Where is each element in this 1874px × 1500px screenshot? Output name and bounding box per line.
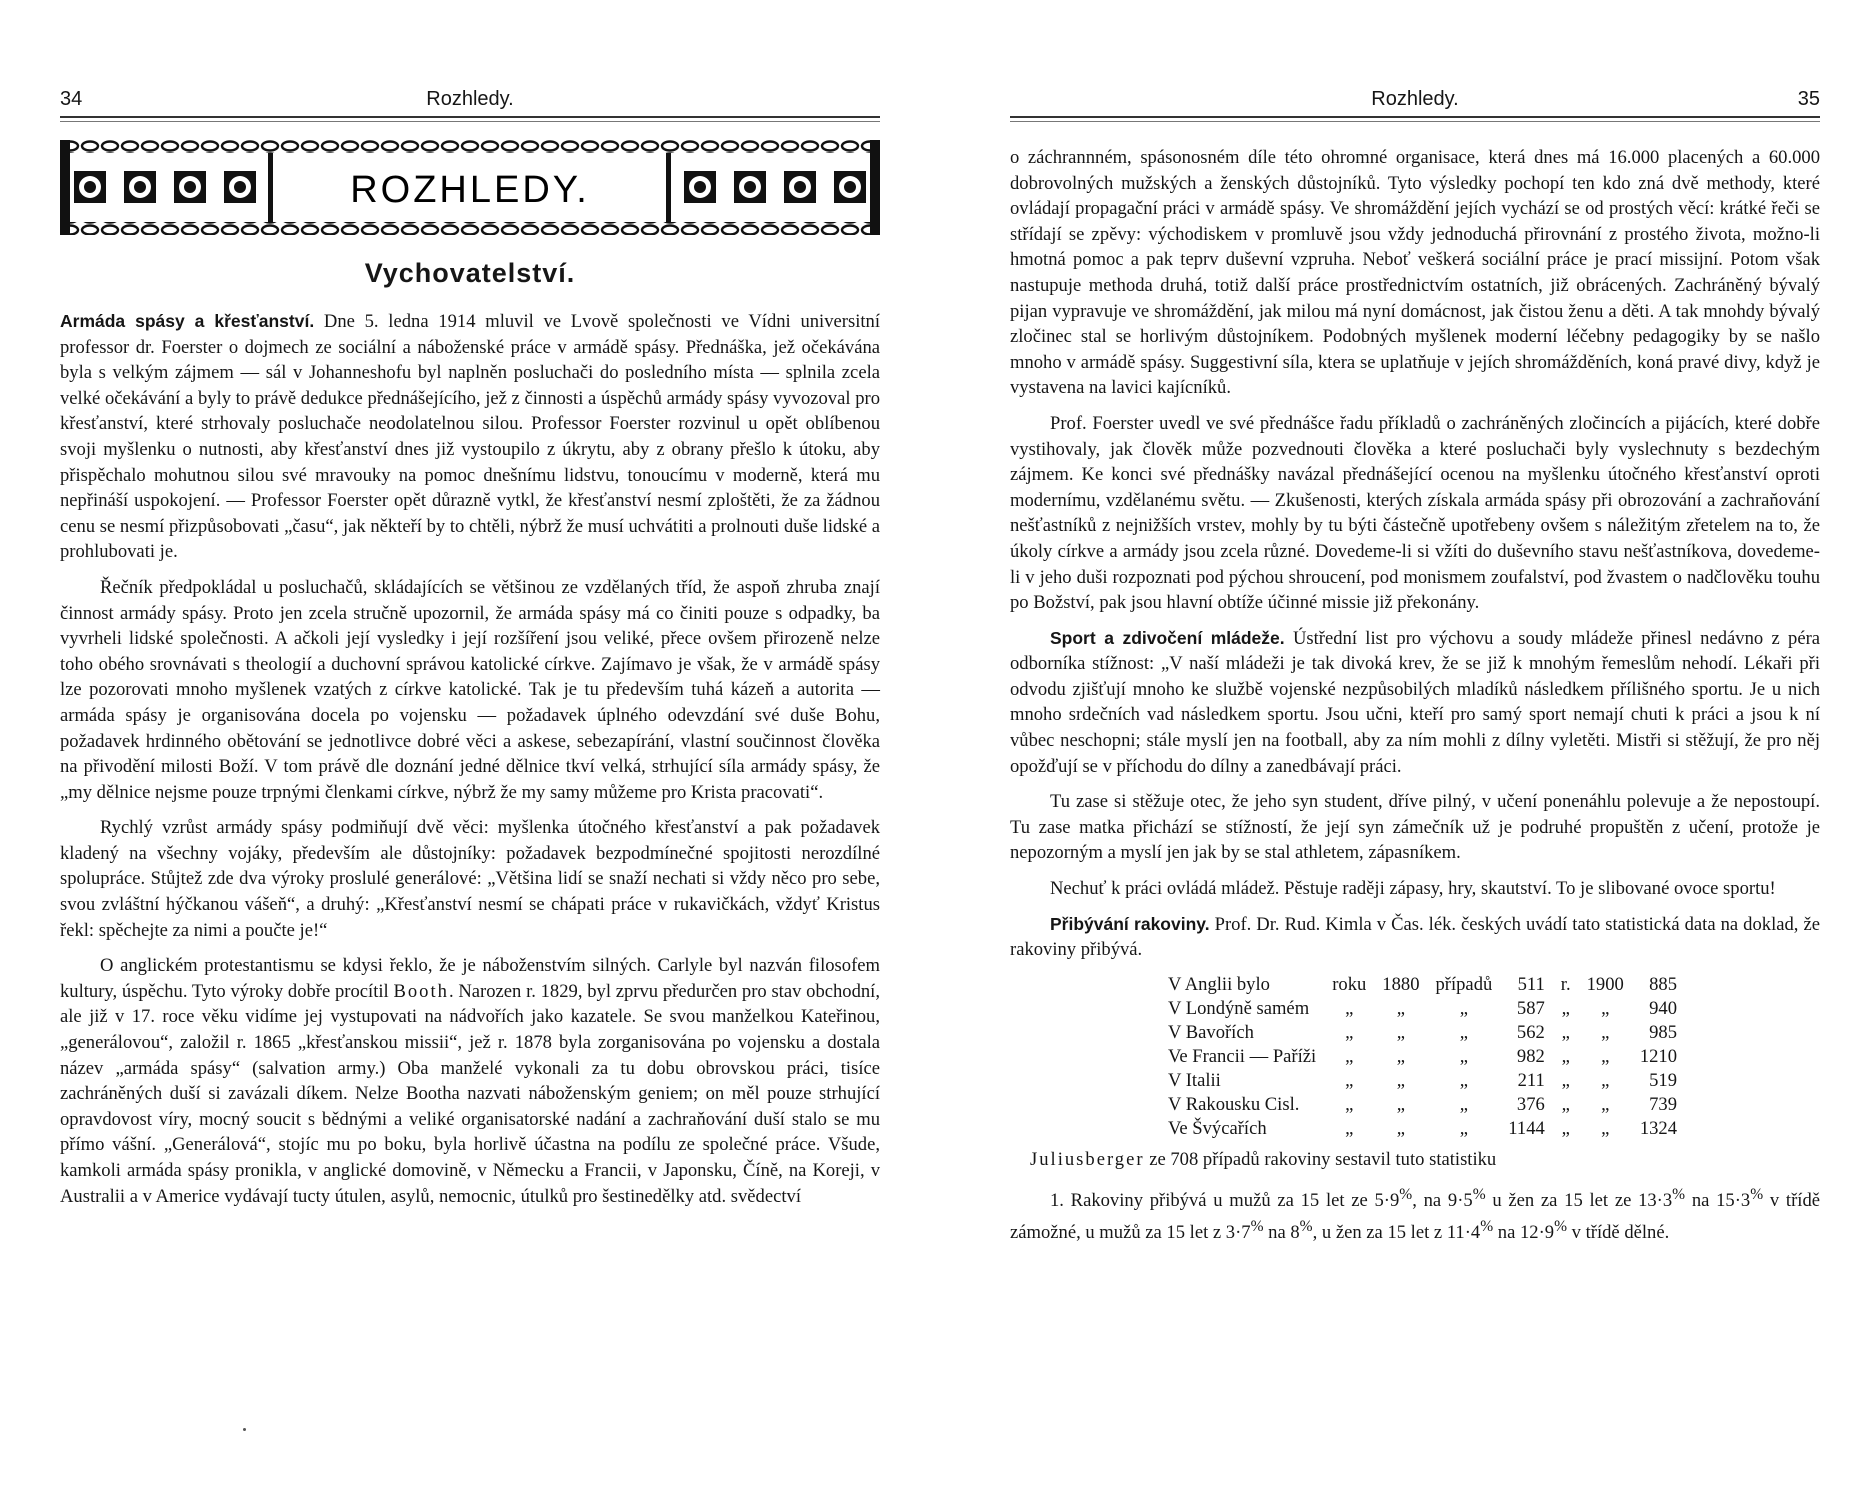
spaced-name-juliusberger: Juliusberger — [1030, 1148, 1145, 1170]
paragraph-body: Dne 5. ledna 1914 mluvil ve Lvově společnosti ve Vídni universitní professor dr. Foerster o dojmech ze sociální a náboženské práce v armádě spásy. Přednáška, jež očekávána byla s velkým zájmem — sál v Johanneshofu byl naplněn posluchači do posledního místa — splnila zcela velké očekávání a byly to právě dedukce přednášejícího, jež z činnosti a úspěchů armády spásy vyvozoval pro křesťanství, které strhovaly posluchače neodolatelnou silou. Professor Foerster rozvinul u opět oblíbenou svoji myšlenku o nutnosti, aby křesťanství dnes již vystoupilo z úkrytu, aby z obrany přešlo k útoku, aby přispěchalo mohutnou silou své mravouky na pomoc dnešnímu lidstvu, tonoucímu v moderně, která mu nepřináší uspokojení. — Professor Foerster opět důrazně vytkl, že křesťanství nesmí zploštěti, že za žádnou cenu se nesmí přizpůsobovati „času“, jak někteří by to chtěli, nýbrž že musí uchvátiti a prolnouti duše lidské a prohlubovati je. — [60, 311, 880, 563]
paragraph-rapid-growth: Rychlý vzrůst armády spásy podmiňují dvě věci: myšlenka útočného křesťanství a pak požadavek kladený na všechny vojáky, především ale důstojníky: požadavek bezpodmínečné spojitosti nerozdílné spolupráce. Stůjtež zde dva výroky proslulé generálové: „Většina lidí se snaží nechati si vždy něco pro sebe, svou zvláštní hýčkanou vášeň“, a druhý: „Křesťanství nesmí se chápati práce v rukavičkách, vždyť Kristus řekl: spěchejte za nimi a poučte je!“ — [60, 817, 880, 941]
left-column-text — [60, 309, 880, 1219]
table-row: V Italii „ „ „ 211 „ „ 519 — [1168, 1069, 1677, 1091]
paragraph-father-complaint: Tu zase si stěžuje otec, že jeho syn student, dříve pilný, v učení ponenáhlu polevuje a že nepostoupí. Tu zase matka přichází se stížností, že její syn zámečník už je podruhé propuštěn z učení, protože je nepozorným a myslí jen jak by se stal athletem, zápasníkem. — [1010, 791, 1820, 864]
paragraph-salvation-army — [60, 309, 880, 565]
paragraph-cancer: Přibývání rakoviny. Prof. Dr. Rud. Kimla v Čas. lék. českých uvádí tato statistická data na doklad, že rakoviny přibývá. — [1010, 913, 1820, 961]
ornamental-banner — [60, 140, 880, 235]
paragraph-statistics-1: 1. Rakoviny přibývá u mužů za 15 let ze 5·9%, na 9·5% u žen za 15 let ze 13·3% na 15·3% v třídě zámožné, u mužů za 15 let z 3·7% na 8%, u žen za 15 let z 11·4% na 12·9% v třídě dělné. — [1010, 1186, 1820, 1244]
paragraph-lead: Sport a zdivočení mládeže. — [1050, 627, 1285, 648]
table-row: Ve Francii — Paříži „ „ „ 982 „ „ 1210 — [1168, 1045, 1677, 1067]
paragraph-continuation: o záchrannném, spásonosném díle této ohromné organisace, která dnes má 16.000 placených a 60.000 dobrovolných mužských a ženských důstojníků. Tyto výsledky pochopí ten kdo zná dvě methody, které ovládají propagační práci v armádě spásy. Ve shromáždění jejích vychází se od prostých věcí: krátké řeči se střídají se zpěvy: východiskem v promluvě jsou vždy jednoduchá přirovnání z prostého života, možno-li hmotná pomoc a pak teprv duševní vzpruha. Neboť veškerá sociální práce je prací missijní. Potom však nastupuje methoda druhá, totiž další práce prostřednictvím ostatních, již obrácených. Zachráněný bývalý pijan vypravuje ve shromáždění, jak milou má nyní domácnost, jak čistou ženu a děti. A tak mnohdy bývalý zločinec stal se horlivým důstojníkem. Podobných myšlenek moderní léčebny pedagogiky by se našlo mnoho v armádě spásy. Suggestivní síla, ktera se uplatňuje v jejích shromážděních, koná pravé divy, když je vystavena na lavici kajícníků. — [1010, 147, 1820, 399]
page-number-right: 35 — [1797, 88, 1820, 110]
banner-chain-bottom — [60, 222, 880, 235]
paragraph-booth: O anglickém protestantismu se kdysi řeklo, že je náboženstvím silných. Carlyle byl nazván filosofem kultury, úspěchu. Tyto výroky dobře procítil Booth. Narozen r. 1829, byl zprvu předurčen pro stav obchodní, ale již v 17. roce věku vidíme jej vystupovati na nádvořích jako kazatele. Se svou manželkou Kateřinou, „generálovou“, založil r. 1865 „křesťanskou missii“, jež r. 1878 byla zorganisována po vojensku a dostala název „armáda spásy“ (salvation army.) Oba manželé vykonali za tu dobu obrovskou práci, tisíce zachráněných duší si zavázali díkem. Nelze Bootha nazvati náboženským geniem; on měl pouze strhující opravdovost víry, mocný soucit s bědnými a veliké organisatorské nadání a zachraňování duší stalo se mu přímo vášní. „Generálová“, stojíc mu po boku, byla horlivě účastna na podílu ze společné práce. Všude, kamkoli armáda spásy pronikla, v anglické domovině, v Německu a Francii, v Japonsku, Číně, na Koreji, v Australii a v Americe vydávají tucty útulen, asylů, nemocnic, útulků pro šestinedělky atd. svědectví — [60, 955, 881, 1207]
header-rule-right — [1010, 116, 1820, 118]
spaced-name-booth: Booth — [393, 980, 449, 1002]
paragraph-foerster-examples: Prof. Foerster uvedl ve své přednášce řadu příkladů o zachráněných zločincích a pijácích, které dobře vystihovaly, jak člověk může pozvednouti člověka a které posluchači byly vyslechnuty s bezdechým zájmem. Ke konci své přednášky navázal přednášející ocenou na myšlenku útočného křesťanství oproti modernímu, vzdělanému světu. — Zkušenosti, kterých získala armáda spásy při obrozování a zachraňování nešťastníků z nejnižších vrstev, mohly by tu býti částečně upotřebeny ovšem s náležitým zřetelem na to, že úkoly církve a armády jsou zcela různé. Dovedeme-li si vžíti do duševního stavu nešťastníkova, dovedeme-li v jeho duši rozpoznati pod pýchou shroucení, pod monismem zoufalství, pod žvastem o nadčlověku touhu po Božství, pak jsou hlavní obtíže účinné missie již překonány. — [1010, 412, 1820, 614]
page-number-left: 34 — [60, 88, 83, 110]
table-row: V Rakousku Cisl. „ „ „ 376 „ „ 739 — [1168, 1093, 1677, 1115]
paragraph-aversion-to-work: Nechuť k práci ovládá mládež. Pěstuje raději zápasy, hry, skautství. To je slibované ovoce sportu! — [1050, 878, 1776, 900]
banner-chain-top — [60, 140, 880, 153]
running-head-title-right: Rozhledy. — [1371, 88, 1459, 110]
running-head-title-left: Rozhledy. — [426, 88, 514, 110]
paragraph-sport: Sport a zdivočení mládeže. Ústřední list pro výchovu a soudy mládeže přinesl nedávno z péra odborníka stížnost: „V naší mládeži je tak divoká krev, že se již k mnohým řemeslům nehodí. Lékaři při odvodu zjišťují mnoho ke službě vojenské nezpůsobilých mladíků následkem přílišného sportu. Je u nich mnoho srdečních vad následkem sportu. Jsou učni, kteří pro samý sport nemají chuti k práci a jsou k ní vůbec neschopni; stále myslí jen na football, aby za ním mohli z dílny vyletěti. Mistři si stěžují, že pro něj opožďují se v příchodu do dílny a zanedbávají práci. — [1010, 627, 1821, 777]
print-speck — [243, 1428, 246, 1431]
table-row: V Anglii bylo roku 1880 případů 511 r. 1900 885 — [1168, 973, 1677, 995]
table-row: Ve Švýcařích „ „ „ 1144 „ „ 1324 — [1168, 1117, 1677, 1139]
header-rule-left — [60, 116, 880, 118]
table-row: V Londýně samém „ „ „ 587 „ „ 940 — [1168, 997, 1677, 1019]
right-page — [1010, 0, 1820, 1500]
right-column-text — [1010, 145, 1820, 1256]
cancer-statistics-table — [1160, 973, 1685, 1141]
banner-title: ROZHLEDY. — [350, 169, 590, 211]
paragraph-speaker: Řečník předpokládal u posluchačů, skládajících se většinou ze vzdělaných tříd, že aspoň zhruba znají činnost armády spásy. Proto jen zcela stručně upozornil, že armáda spásy má co činiti pouze s odpadky, ba vyvrheli lidské společnosti. A ačkoli její vysledky i její rozšíření jsou veliké, přece ovšem přirozeně nelze toho obého srovnávati s theologií a duchovní správou katolické církve. Zajímavo je však, že v armádě spásy lze pozorovati mnoho myšlenek vzatých z církve katolické. Tak je tu především tuhá kázeň a autorita — armáda spásy je organisována docela po vojensku — požadavek úplného odevzdání své duše Bohu, požadavek hrdinného obětování se jednotlivce dobré věci a askese, sebezapírání, vlastní součinnost člověka na přivodění milosti Boží. V tom právě dle doznání jedné dělnice tkví velká, strhující síla armády spásy, že „my dělnice nejsme pouze trpnými členkami církve, nýbrž že my samy můžeme pro Krista pracovati“. — [60, 576, 880, 803]
paragraph-lead: Přibývání rakoviny. — [1050, 913, 1210, 934]
paragraph-juliusberger: Juliusberger ze 708 případů rakoviny sestavil tuto statistiku — [1030, 1148, 1497, 1170]
banner-rosettes-right — [684, 171, 866, 203]
header-rule-thin-left — [60, 121, 880, 122]
header-rule-thin-right — [1010, 121, 1820, 122]
left-page — [60, 0, 880, 1500]
paragraph-lead: Armáda spásy a křesťanství. — [60, 311, 315, 331]
banner-rosettes-left — [74, 171, 256, 203]
section-heading: Vychovatelství. — [364, 258, 576, 288]
table-row: V Bavořích „ „ „ 562 „ „ 985 — [1168, 1021, 1677, 1043]
